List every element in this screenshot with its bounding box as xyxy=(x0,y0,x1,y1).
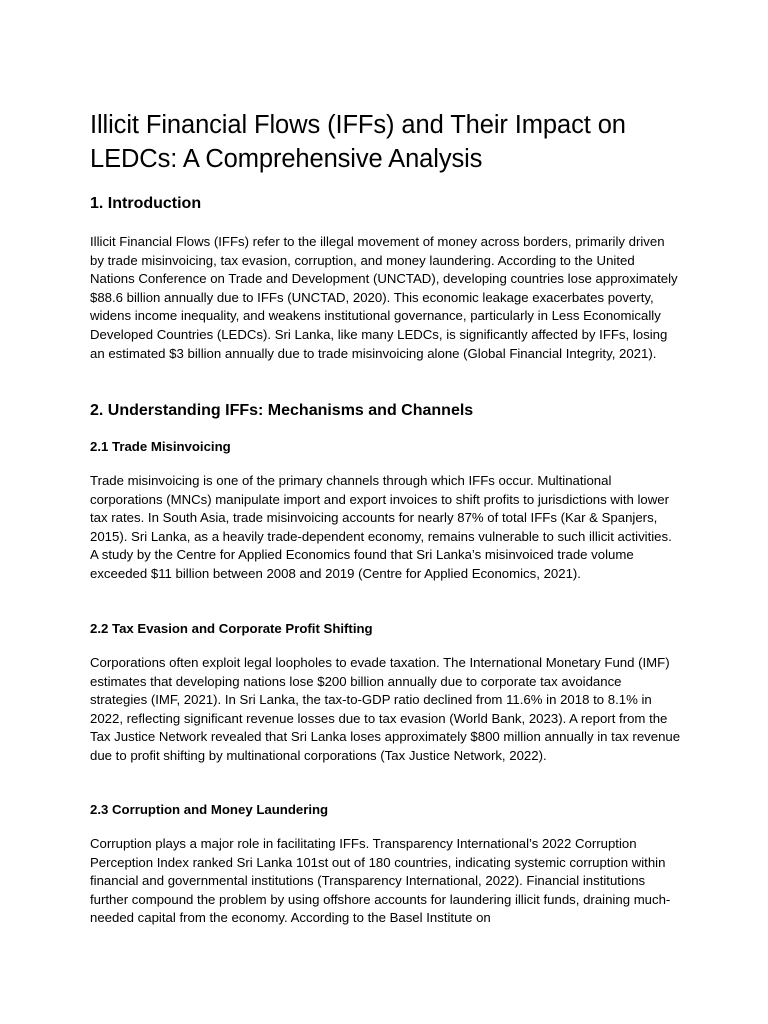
document-title: Illicit Financial Flows (IFFs) and Their Impact on LEDCs: A Comprehensive Analysis xyxy=(90,111,626,173)
tax-evasion-paragraph: Corporations often exploit legal loopholes to evade taxation. The International Monetary Fund (IMF) estimates that developing nations lose $200 billion annually due to corporate tax avoidance strategies (IMF, 2021). In Sri Lanka, the tax-to-GDP ratio declined from 11.6% in 2018 to 8.1% in 2022, reflecting significant revenue losses due to tax evasion (World Bank, 2023). A report from the Tax Justice Network revealed that Sri Lanka loses approximately $800 million annually in tax revenue due to profit shifting by multinational corporations (Tax Justice Network, 2022). xyxy=(90,655,681,763)
introduction-paragraph: Illicit Financial Flows (IFFs) refer to the illegal movement of money across borders, primarily driven by trade misinvoicing, tax evasion, corruption, and money laundering. According to the United Nations Conference on Trade and Development (UNCTAD), developing countries lose approximately $88.6 billion annually due to IFFs (UNCTAD, 2020). This economic leakage exacerbates poverty, widens income inequality, and weakens institutional governance, particularly in Less Economically Developed Countries (LEDCs). Sri Lanka, like many LEDCs, is significantly affected by IFFs, losing an estimated $3 billion annually due to trade misinvoicing alone (Global Financial Integrity, 2021). xyxy=(90,234,678,361)
trade-misinvoicing-paragraph: Trade misinvoicing is one of the primary channels through which IFFs occur. Multinational corporations (MNCs) manipulate import and export invoices to shift profits to jurisdictions with lower tax rates. In South Asia, trade misinvoicing accounts for nearly 87% of total IFFs (Kar & Spanjers, 2015). Sri Lanka, as a heavily trade-dependent economy, remains vulnerable to such illicit activities. A study by the Centre for Applied Economics found that Sri Lanka’s misinvoiced trade volume exceeded $11 billion between 2008 and 2019 (Centre for Applied Economics, 2021). xyxy=(90,473,672,581)
section-heading-understanding-iffs: 2. Understanding IFFs: Mechanisms and Channels xyxy=(90,402,474,419)
subsection-heading-trade-misinvoicing: 2.1 Trade Misinvoicing xyxy=(90,439,231,454)
corruption-paragraph: Corruption plays a major role in facilitating IFFs. Transparency International’s 2022 Corruption Perception Index ranked Sri Lanka 101st out of 180 countries, indicating systemic corruption within financial and governmental institutions (Transparency International, 2022). Financial institutions further compound the problem by using offshore accounts for laundering illicit funds, draining much-needed capital from the economy. According to the Basel Institute on xyxy=(90,836,671,926)
subsection-heading-tax-evasion: 2.2 Tax Evasion and Corporate Profit Shifting xyxy=(90,621,373,636)
section-heading-introduction: 1. Introduction xyxy=(90,195,202,212)
subsection-heading-corruption: 2.3 Corruption and Money Laundering xyxy=(90,802,329,817)
